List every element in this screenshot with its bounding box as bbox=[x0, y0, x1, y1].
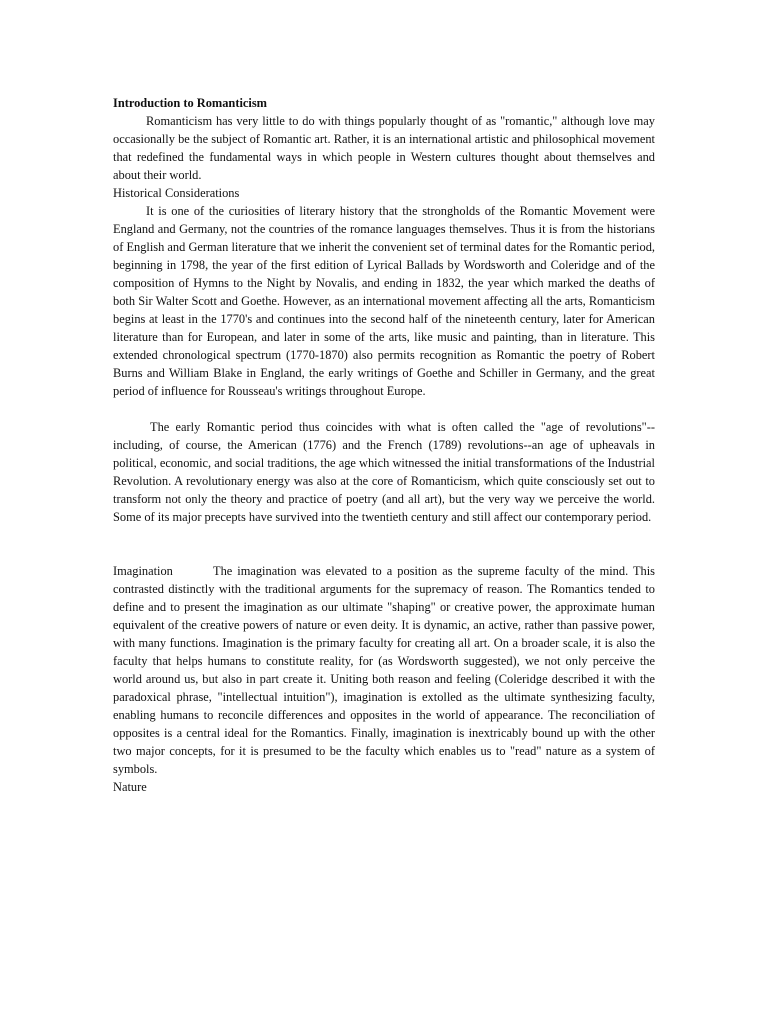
intro-paragraph: Romanticism has very little to do with things popularly thought of as "romantic," although love may occasionally be the subject of Romantic art. Rather, it is an international artistic and philosophical movement that redefined the fundamental ways in which people in Western cultures thought about themselves and about their world. bbox=[113, 114, 655, 182]
document-title: Introduction to Romanticism bbox=[113, 96, 267, 110]
document-body bbox=[113, 94, 655, 796]
revolutions-paragraph: The early Romantic period thus coincides with what is often called the "age of revolutions"--including, of course, the American (1776) and the French (1789) revolutions--an age of upheavals in political, economic, and social traditions, the age which witnessed the initial transformations of the Industrial Revolution. A revolutionary energy was also at the core of Romanticism, which quite consciously set out to transform not only the theory and practice of poetry (and all art), but the very way we perceive the world. Some of its major precepts have survived into the twentieth century and still affect our contemporary period. bbox=[113, 420, 655, 524]
imagination-paragraph: The imagination was elevated to a position as the supreme faculty of the mind. This contrasted distinctly with the traditional arguments for the supremacy of reason. The Romantics tended to define and to present the imagination as our ultimate "shaping" or creative power, the approximate human equivalent of the creative powers of nature or even deity. It is dynamic, an active, rather than passive power, with many functions. Imagination is the primary faculty for creating all art. On a broader scale, it is also the faculty that helps humans to constitute reality, for (as Wordsworth suggested), we not only perceive the world around us, but also in part create it. Uniting both reason and feeling (Coleridge described it with the paradoxical phrase, "intellectual intuition"), imagination is extolled as the ultimate synthesizing faculty, enabling humans to reconcile differences and opposites in the world of appearance. The reconciliation of opposites is a central ideal for the Romantics. Finally, imagination is inextricably bound up with the other two major concepts, for it is presumed to be the faculty which enables us to "read" nature as a system of symbols. bbox=[113, 564, 655, 776]
historical-considerations-heading: Historical Considerations bbox=[113, 186, 240, 200]
imagination-heading: Imagination bbox=[113, 564, 173, 578]
section-spacer bbox=[113, 526, 655, 562]
historical-paragraph: It is one of the curiosities of literary history that the strongholds of the Romantic Movement were England and Germany, not the countries of the romance languages themselves. Thus it is from the historians of English and German literature that we inherit the convenient set of terminal dates for the Romantic period, beginning in 1798, the year of the first edition of Lyrical Ballads by Wordsworth and Coleridge and of the composition of Hymns to the Night by Novalis, and ending in 1832, the year which marked the deaths of both Sir Walter Scott and Goethe. However, as an international movement affecting all the arts, Romanticism begins at least in the 1770's and continues into the second half of the nineteenth century, later for American literature than for European, and later in some of the arts, like music and painting, than in literature. This extended chronological spectrum (1770-1870) also permits recognition as Romantic the poetry of Robert Burns and William Blake in England, the early writings of Goethe and Schiller in Germany, and the great period of influence for Rousseau's writings throughout Europe. bbox=[113, 204, 655, 398]
paragraph-spacer bbox=[113, 400, 655, 418]
nature-heading: Nature bbox=[113, 780, 147, 794]
imagination-section bbox=[113, 562, 655, 778]
